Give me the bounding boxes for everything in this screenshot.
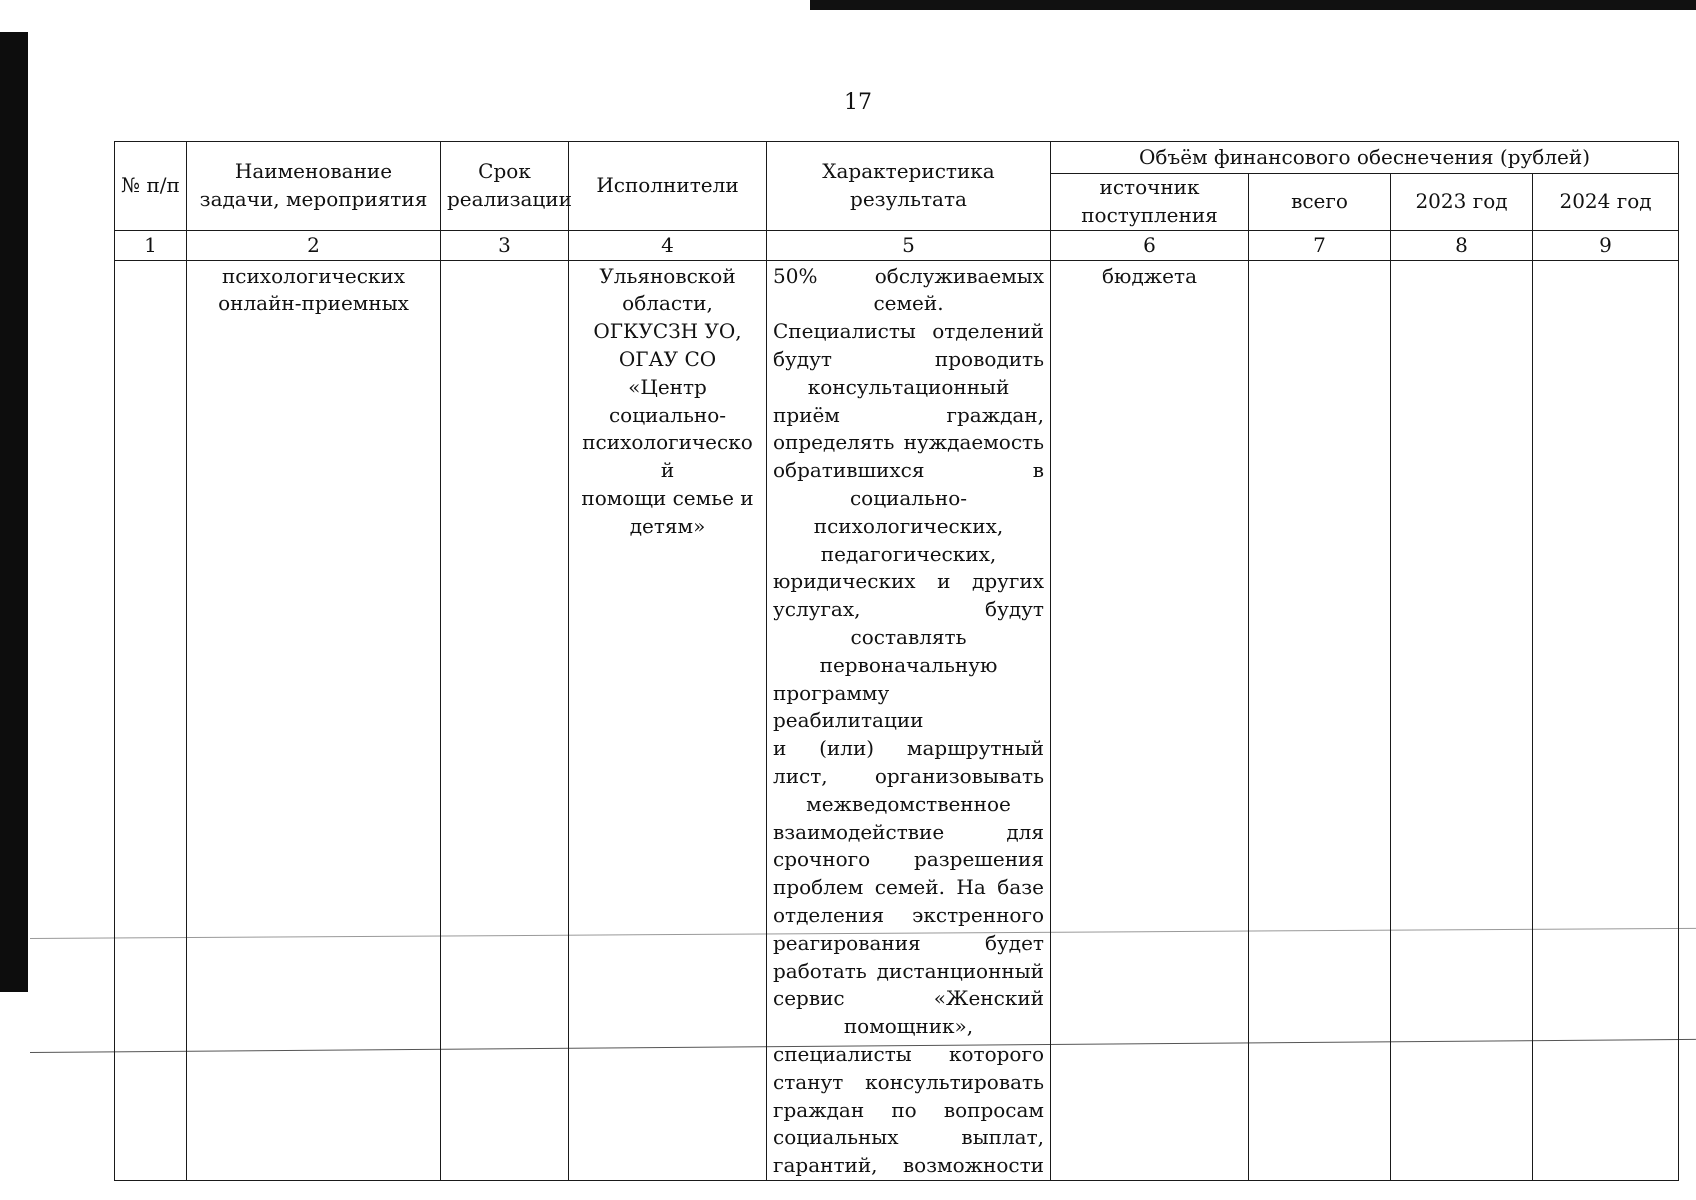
- result-line: помощник»,: [843, 1014, 974, 1039]
- result-line: услугах, будут: [773, 597, 1044, 622]
- executor-line: области,: [622, 291, 713, 316]
- result-line: работать дистанционный: [773, 958, 1044, 983]
- result-line: проблем семей. На базе: [773, 875, 1044, 900]
- result-line: приём граждан,: [773, 402, 1044, 427]
- header-2024: 2024 год: [1533, 174, 1679, 231]
- cell-term: [441, 260, 569, 1180]
- page-number: 17: [844, 90, 872, 115]
- header-term: Срок реализации: [441, 142, 569, 231]
- result-line: лист, организовывать: [773, 763, 1044, 788]
- cell-result: [767, 260, 1051, 1180]
- result-line: семей.: [873, 291, 944, 316]
- task-name-line: психологических: [221, 263, 406, 288]
- result-line: взаимодействие для: [773, 819, 1044, 844]
- result-line: юридических и других: [773, 569, 1044, 594]
- result-line: станут консультировать: [773, 1069, 1044, 1094]
- result-line: 50% обслуживаемых: [773, 263, 1044, 288]
- cell-task-name: [187, 260, 441, 1180]
- result-line: составлять: [850, 624, 967, 649]
- cell-num: [115, 260, 187, 1180]
- column-number: 6: [1051, 230, 1249, 260]
- task-name-line: онлайн-приемных: [218, 291, 409, 316]
- result-line: социально-: [849, 485, 968, 510]
- result-line: сервис «Женский: [773, 986, 1044, 1011]
- result-line: обратившихся в: [773, 458, 1044, 483]
- result-line: педагогических,: [820, 541, 997, 566]
- result-line: и (или) маршрутный: [773, 736, 1044, 761]
- executor-line: Ульяновской: [599, 263, 736, 288]
- result-line: определять нуждаемость: [773, 430, 1044, 455]
- result-line: срочного разрешения: [773, 847, 1044, 872]
- result-line: консультационный: [807, 374, 1010, 399]
- result-line: социальных выплат,: [773, 1125, 1044, 1150]
- result-line: будут проводить: [773, 346, 1044, 371]
- program-table: [114, 141, 1679, 1181]
- column-number: 9: [1533, 230, 1679, 260]
- executor-line: детям»: [629, 513, 706, 538]
- executor-line: психологическо: [582, 430, 753, 455]
- result-line: программу реабилитации: [773, 680, 924, 733]
- executor-line: ОГАУ СО: [618, 346, 717, 371]
- result-line: межведомственное: [806, 791, 1011, 816]
- executor-line: ОГКУСЗН УО,: [593, 319, 742, 344]
- column-number: 7: [1249, 230, 1391, 260]
- column-number: 5: [767, 230, 1051, 260]
- header-total: всего: [1249, 174, 1391, 231]
- column-number: 2: [187, 230, 441, 260]
- header-num: № п/п: [115, 142, 187, 231]
- result-line: граждан по вопросам: [773, 1097, 1044, 1122]
- column-number: 1: [115, 230, 187, 260]
- header-executors: Исполнители: [569, 142, 767, 231]
- executor-line: социально-: [608, 402, 727, 427]
- cell-executors: [569, 260, 767, 1180]
- result-line: психологических,: [813, 513, 1004, 538]
- header-source: источник поступления: [1051, 174, 1249, 231]
- header-finance-group: Объём финансового обеснечения (рублей): [1051, 142, 1679, 174]
- executor-line: «Центр: [628, 374, 707, 399]
- header-result: Характеристика результата: [767, 142, 1051, 231]
- cell-total: [1249, 260, 1391, 1180]
- result-line: гарантий, возможности: [773, 1153, 1044, 1178]
- column-number: 8: [1391, 230, 1533, 260]
- column-number: 3: [441, 230, 569, 260]
- scan-artifact-top: [810, 0, 1696, 10]
- result-line: специалисты которого: [773, 1041, 1044, 1066]
- cell-2023: [1391, 260, 1533, 1180]
- result-line: отделения экстренного: [773, 902, 1044, 927]
- executor-line: помощи семье и: [581, 485, 754, 510]
- result-line: первоначальную: [819, 652, 998, 677]
- result-line: Специалисты отделений: [773, 319, 1044, 344]
- column-number: 4: [569, 230, 767, 260]
- cell-source: бюджета: [1051, 260, 1249, 1180]
- scan-artifact-left: [0, 32, 28, 992]
- cell-2024: [1533, 260, 1679, 1180]
- table-row: [115, 260, 1679, 1180]
- executor-line: й: [660, 458, 675, 483]
- header-name: Наименование задачи, мероприятия: [187, 142, 441, 231]
- result-line: реагирования будет: [773, 930, 1044, 955]
- header-2023: 2023 год: [1391, 174, 1533, 231]
